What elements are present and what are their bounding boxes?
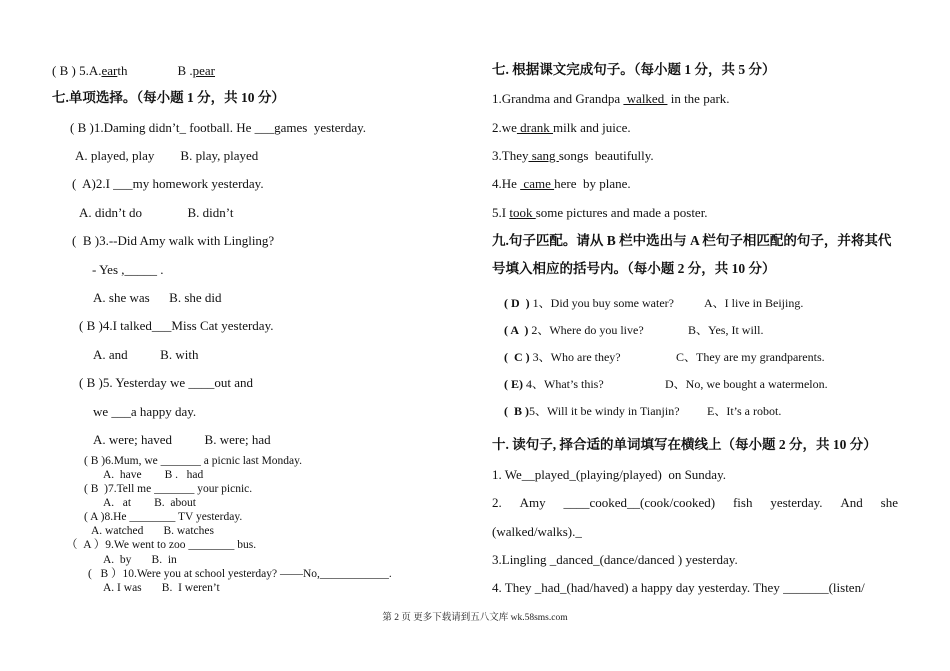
mc-question-10: ( B ）10.Were you at school yesterday? ——No,____________.: [88, 568, 392, 580]
complete-sentence-2: 2.we drank milk and juice.: [492, 120, 631, 135]
mc-options-9: A. by B. in: [103, 554, 177, 566]
mc-question-7: ( B )7.Tell me _______ your picnic.: [84, 483, 253, 495]
section-7-title: 七.单项选择。（每小题 1 分，共 10 分）: [52, 90, 285, 105]
match-row-2-b: B、Yes, It will.: [688, 323, 764, 337]
mc-question-5-line2: we ___a happy day.: [93, 404, 197, 419]
mc-options-7: A. at B. about: [103, 497, 196, 509]
match-row-2: ( A ) 2、Where do you live?: [504, 323, 644, 337]
mc-question-3: ( B )3.--Did Amy walk with Lingling?: [72, 233, 275, 248]
match-row-5: ( B )5、Will it be windy in Tianjin?: [504, 404, 680, 418]
match-row-4-b: D、No, we bought a watermelon.: [665, 377, 828, 391]
mc-options-8: A. watched B. watches: [91, 525, 214, 537]
mc-question-1: ( B )1.Daming didn’t_ football. He ___games yesterday.: [70, 120, 367, 135]
review-question-5: ( B ) 5.A.earth B .pear: [52, 63, 216, 78]
section-9-title-cont: 号填入相应的括号内。（每小题 2 分，共 10 分）: [492, 261, 776, 276]
fill-sentence-2-cont: (walked/walks)._: [492, 524, 582, 539]
complete-sentence-3: 3.They sang songs beautifully.: [492, 148, 654, 163]
mc-options-3: A. she was B. she did: [93, 290, 222, 305]
fill-sentence-2: 2. Amy ____cooked__(cook/cooked) fish yesterday. And she: [492, 495, 898, 510]
fill-sentence-3: 3.Lingling _danced_(dance/danced ) yesterday.: [492, 552, 738, 567]
complete-sentence-1: 1.Grandma and Grandpa walked in the park.: [492, 91, 730, 106]
mc-options-4: A. and B. with: [93, 347, 199, 362]
mc-question-8: ( A )8.He ________ TV yesterday.: [84, 511, 243, 523]
mc-question-2: ( A)2.I ___my homework yesterday.: [72, 176, 264, 191]
match-row-3: ( C ) 3、Who are they?: [504, 350, 621, 364]
mc-options-1: A. played, play B. play, played: [75, 148, 259, 163]
page-footer: 第 2 页 更多下载请到五八文库 wk.58sms.com: [382, 613, 568, 623]
match-row-3-b: C、They are my grandparents.: [676, 350, 825, 364]
complete-sentence-5: 5.I took some pictures and made a poster.: [492, 205, 708, 220]
mc-question-4: ( B )4.I talked___Miss Cat yesterday.: [79, 318, 274, 333]
mc-options-6: A. have B . had: [103, 469, 204, 481]
mc-question-3-reply: - Yes ,_____ .: [92, 262, 164, 277]
section-9-title: 九.句子匹配。请从 B 栏中选出与 A 栏句子相匹配的句子，并将其代: [492, 233, 892, 248]
mc-options-5: A. were; haved B. were; had: [93, 432, 271, 447]
mc-options-10: A. I was B. I weren’t: [103, 582, 220, 594]
match-row-4: ( E) 4、What’s this?: [504, 377, 604, 391]
fill-sentence-1: 1. We__played_(playing/played) on Sunday.: [492, 467, 726, 482]
match-row-1: ( D ) 1、Did you buy some water?: [504, 296, 674, 310]
mc-question-5: ( B )5. Yesterday we ____out and: [79, 375, 254, 390]
fill-sentence-4: 4. They _had_(had/haved) a happy day yesterday. They _______(listen/: [492, 580, 865, 595]
complete-sentence-4: 4.He came here by plane.: [492, 176, 631, 191]
mc-question-6: ( B )6.Mum, we _______ a picnic last Monday.: [84, 455, 303, 467]
section-10-title: 十. 读句子, 择合适的单词填写在横线上（每小题 2 分，共 10 分）: [492, 437, 877, 452]
section-7b-title: 七. 根据课文完成句子。（每小题 1 分，共 5 分）: [492, 62, 776, 77]
match-row-1-b: A、I live in Beijing.: [704, 296, 804, 310]
mc-options-2: A. didn’t do B. didn’t: [79, 205, 234, 220]
mc-question-9: （ A ）9.We went to zoo ________ bus.: [66, 539, 257, 551]
match-row-5-b: E、It’s a robot.: [707, 404, 782, 418]
